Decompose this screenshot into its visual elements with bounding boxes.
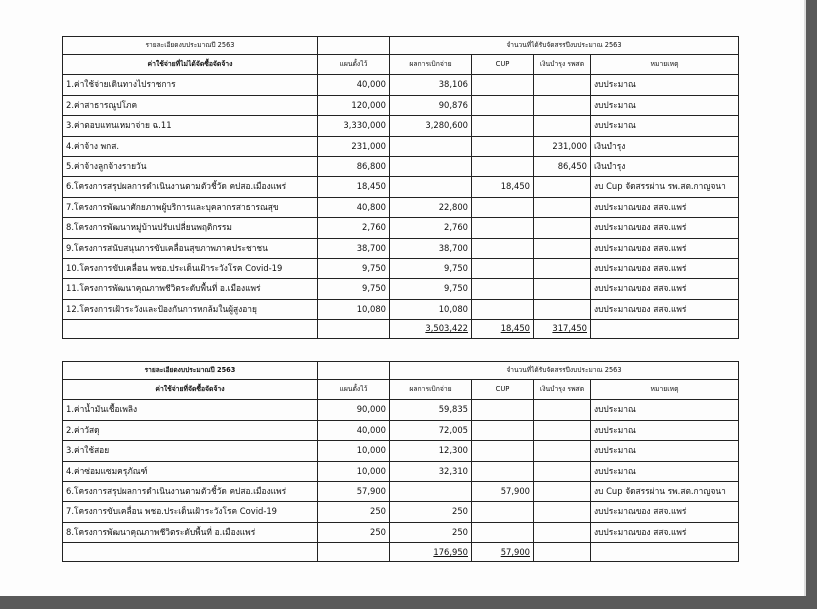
column-header-remarks: หมายเหตุ — [591, 55, 739, 75]
cup-cell — [472, 116, 534, 136]
total-maintenance-fund-cell: 317,450 — [534, 320, 591, 339]
table-row — [63, 116, 739, 136]
cup-cell — [472, 299, 534, 319]
maintenance-fund-cell — [534, 522, 591, 542]
table-row — [63, 400, 739, 420]
cup-cell — [472, 420, 534, 440]
disbursed-cell: 9,750 — [390, 258, 472, 278]
table-row — [63, 136, 739, 156]
section-title: ค่าใช้จ่ายที่จัดซื้อจัดจ้าง — [63, 380, 318, 400]
totals-row — [63, 543, 739, 562]
table-row — [63, 299, 739, 319]
plan-cell: 10,000 — [318, 441, 390, 461]
plan-cell: 10,000 — [318, 461, 390, 481]
total-disbursed-cell: 176,950 — [390, 543, 472, 562]
maintenance-fund-cell — [534, 420, 591, 440]
item-cell: 3.ค่าตอบแทนเหมาจ่าย ฉ.11 — [63, 116, 318, 136]
table-row — [63, 502, 739, 522]
item-cell: 8.โครงการพัฒนาคุณภาพชีวิตระดับพื้นที่ อ.เมืองแพร่ — [63, 522, 318, 542]
item-cell: 7.โครงการขับเคลื่อน พชอ.ประเด็นเฝ้าระวังโรค Covid-19 — [63, 502, 318, 522]
item-cell: 9.โครงการสนับสนุนการขับเคลื่อนสุขภาพภาคประชาชน — [63, 238, 318, 258]
remarks-cell: งบประมาณของ สสจ.แพร่ — [591, 238, 739, 258]
item-cell: 3.ค่าใช้สอย — [63, 441, 318, 461]
disbursed-cell — [390, 481, 472, 501]
column-header-disbursed: ผลการเบิกจ่าย — [390, 380, 472, 400]
remarks-cell: งบประมาณ — [591, 75, 739, 95]
total-remarks-cell — [591, 543, 739, 562]
total-item-cell — [63, 543, 318, 562]
disbursed-cell: 10,080 — [390, 299, 472, 319]
disbursed-cell: 22,800 — [390, 197, 472, 217]
total-plan-cell — [318, 320, 390, 339]
remarks-cell: งบ Cup จัดสรรผ่าน รพ.สต.กาญจนา — [591, 481, 739, 501]
maintenance-fund-cell — [534, 95, 591, 115]
maintenance-fund-cell — [534, 75, 591, 95]
cup-cell — [472, 279, 534, 299]
remarks-cell: งบประมาณ — [591, 461, 739, 481]
total-plan-cell — [318, 543, 390, 562]
table-row — [63, 461, 739, 481]
remarks-cell: งบประมาณ — [591, 441, 739, 461]
cup-cell — [472, 461, 534, 481]
cup-cell — [472, 156, 534, 176]
cup-cell — [472, 258, 534, 278]
cup-cell — [472, 502, 534, 522]
item-cell: 6.โครงการสรุปผลการดำเนินงานตามตัวชี้วัด คปสอ.เมืองแพร่ — [63, 481, 318, 501]
remarks-cell: งบประมาณ — [591, 116, 739, 136]
plan-cell: 38,700 — [318, 238, 390, 258]
item-cell: 7.โครงการพัฒนาศักยภาพผู้บริการและบุคลากรสาธารณสุข — [63, 197, 318, 217]
budget-table-procurement — [62, 361, 739, 562]
plan-cell: 90,000 — [318, 400, 390, 420]
header-blank-cell — [318, 37, 390, 55]
cup-cell: 18,450 — [472, 177, 534, 197]
section-title: ค่าใช้จ่ายที่ไม่ได้จัดซื้อจัดจ้าง — [63, 55, 318, 75]
maintenance-fund-cell — [534, 116, 591, 136]
plan-cell: 18,450 — [318, 177, 390, 197]
group-header: จำนวนที่ได้รับจัดสรรปีงบประมาณ 2563 — [390, 362, 739, 380]
remarks-cell: งบประมาณของ สสจ.แพร่ — [591, 522, 739, 542]
plan-cell: 2,760 — [318, 218, 390, 238]
cup-cell — [472, 95, 534, 115]
plan-cell: 231,000 — [318, 136, 390, 156]
disbursed-cell: 2,760 — [390, 218, 472, 238]
maintenance-fund-cell — [534, 218, 591, 238]
cup-cell — [472, 238, 534, 258]
total-cup-cell: 18,450 — [472, 320, 534, 339]
table-row — [63, 522, 739, 542]
item-cell: 1.ค่าน้ำมันเชื้อเพลิง — [63, 400, 318, 420]
plan-cell: 86,800 — [318, 156, 390, 176]
disbursed-cell: 3,280,600 — [390, 116, 472, 136]
column-header-maintenance-fund: เงินบำรุง รพสต — [534, 380, 591, 400]
plan-cell: 40,000 — [318, 420, 390, 440]
disbursed-cell: 12,300 — [390, 441, 472, 461]
table-row — [63, 156, 739, 176]
table-row — [63, 481, 739, 501]
cup-cell — [472, 522, 534, 542]
table-row — [63, 258, 739, 278]
disbursed-cell: 38,106 — [390, 75, 472, 95]
maintenance-fund-cell — [534, 258, 591, 278]
remarks-cell: งบประมาณของ สสจ.แพร่ — [591, 502, 739, 522]
table-row — [63, 420, 739, 440]
table-row — [63, 218, 739, 238]
remarks-cell: งบประมาณของ สสจ.แพร่ — [591, 299, 739, 319]
plan-cell: 57,900 — [318, 481, 390, 501]
maintenance-fund-cell — [534, 400, 591, 420]
table-caption: รายละเอียดงบประมาณปี 2563 — [63, 362, 318, 380]
maintenance-fund-cell — [534, 502, 591, 522]
item-cell: 12.โครงการเฝ้าระวังและป้องกันการหกล้มในผู้สูงอายุ — [63, 299, 318, 319]
cup-cell — [472, 197, 534, 217]
maintenance-fund-cell — [534, 177, 591, 197]
maintenance-fund-cell — [534, 238, 591, 258]
disbursed-cell: 72,005 — [390, 420, 472, 440]
item-cell: 5.ค่าจ้างลูกจ้างรายวัน — [63, 156, 318, 176]
plan-cell: 3,330,000 — [318, 116, 390, 136]
item-cell: 4.ค่าซ่อมแซมครุภัณฑ์ — [63, 461, 318, 481]
plan-cell: 40,000 — [318, 75, 390, 95]
disbursed-cell: 32,310 — [390, 461, 472, 481]
disbursed-cell: 250 — [390, 522, 472, 542]
maintenance-fund-cell — [534, 461, 591, 481]
disbursed-cell — [390, 136, 472, 156]
plan-cell: 250 — [318, 502, 390, 522]
disbursed-cell: 250 — [390, 502, 472, 522]
plan-cell: 9,750 — [318, 279, 390, 299]
item-cell: 10.โครงการขับเคลื่อน พชอ.ประเด็นเฝ้าระวังโรค Covid-19 — [63, 258, 318, 278]
cup-cell — [472, 75, 534, 95]
total-disbursed-cell: 3,503,422 — [390, 320, 472, 339]
disbursed-cell: 38,700 — [390, 238, 472, 258]
plan-cell: 40,800 — [318, 197, 390, 217]
column-header-plan: แผนตั้งไว้ — [318, 55, 390, 75]
total-cup-cell: 57,900 — [472, 543, 534, 562]
totals-row — [63, 320, 739, 339]
header-blank-cell — [318, 362, 390, 380]
budget-table-non-procurement — [62, 36, 739, 339]
remarks-cell: เงินบำรุง — [591, 156, 739, 176]
item-cell: 8.โครงการพัฒนาหมู่บ้านปรับเปลี่ยนพฤติกรรม — [63, 218, 318, 238]
disbursed-cell — [390, 156, 472, 176]
column-header-cup: CUP — [472, 380, 534, 400]
remarks-cell: งบประมาณ — [591, 420, 739, 440]
remarks-cell: งบประมาณของ สสจ.แพร่ — [591, 197, 739, 217]
table-row — [63, 279, 739, 299]
remarks-cell: งบประมาณ — [591, 400, 739, 420]
column-header-cup: CUP — [472, 55, 534, 75]
column-header-plan: แผนตั้งไว้ — [318, 380, 390, 400]
item-cell: 4.ค่าจ้าง พกส. — [63, 136, 318, 156]
plan-cell: 10,080 — [318, 299, 390, 319]
cup-cell — [472, 218, 534, 238]
maintenance-fund-cell — [534, 197, 591, 217]
cup-cell: 57,900 — [472, 481, 534, 501]
remarks-cell: งบประมาณของ สสจ.แพร่ — [591, 218, 739, 238]
disbursed-cell: 9,750 — [390, 279, 472, 299]
cup-cell — [472, 136, 534, 156]
cup-cell — [472, 441, 534, 461]
column-header-remarks: หมายเหตุ — [591, 380, 739, 400]
item-cell: 11.โครงการพัฒนาคุณภาพชีวิตระดับพื้นที่ อ.เมืองแพร่ — [63, 279, 318, 299]
table-row — [63, 197, 739, 217]
disbursed-cell: 59,835 — [390, 400, 472, 420]
total-item-cell — [63, 320, 318, 339]
item-cell: 2.ค่าวัสดุ — [63, 420, 318, 440]
remarks-cell: งบประมาณของ สสจ.แพร่ — [591, 258, 739, 278]
group-header: จำนวนที่ได้รับจัดสรรปีงบประมาณ 2563 — [390, 37, 739, 55]
plan-cell: 120,000 — [318, 95, 390, 115]
table-row — [63, 441, 739, 461]
column-header-disbursed: ผลการเบิกจ่าย — [390, 55, 472, 75]
maintenance-fund-cell — [534, 299, 591, 319]
remarks-cell: งบประมาณ — [591, 95, 739, 115]
remarks-cell: เงินบำรุง — [591, 136, 739, 156]
remarks-cell: งบ Cup จัดสรรผ่าน รพ.สต.กาญจนา — [591, 177, 739, 197]
disbursed-cell — [390, 177, 472, 197]
disbursed-cell: 90,876 — [390, 95, 472, 115]
table-row — [63, 75, 739, 95]
column-header-maintenance-fund: เงินบำรุง รพสต — [534, 55, 591, 75]
table-row — [63, 95, 739, 115]
table-row — [63, 177, 739, 197]
cup-cell — [472, 400, 534, 420]
item-cell: 6.โครงการสรุปผลการดำเนินงานตามตัวชี้วัด คปสอ.เมืองแพร่ — [63, 177, 318, 197]
item-cell: 2.ค่าสาธารณูปโภค — [63, 95, 318, 115]
maintenance-fund-cell — [534, 481, 591, 501]
total-maintenance-fund-cell — [534, 543, 591, 562]
maintenance-fund-cell: 231,000 — [534, 136, 591, 156]
remarks-cell: งบประมาณของ สสจ.แพร่ — [591, 279, 739, 299]
maintenance-fund-cell — [534, 279, 591, 299]
plan-cell: 9,750 — [318, 258, 390, 278]
table-caption: รายละเอียดงบประมาณปี 2563 — [63, 37, 318, 55]
total-remarks-cell — [591, 320, 739, 339]
table-row — [63, 238, 739, 258]
item-cell: 1.ค่าใช้จ่ายเดินทางไปราชการ — [63, 75, 318, 95]
maintenance-fund-cell — [534, 441, 591, 461]
maintenance-fund-cell: 86,450 — [534, 156, 591, 176]
plan-cell: 250 — [318, 522, 390, 542]
